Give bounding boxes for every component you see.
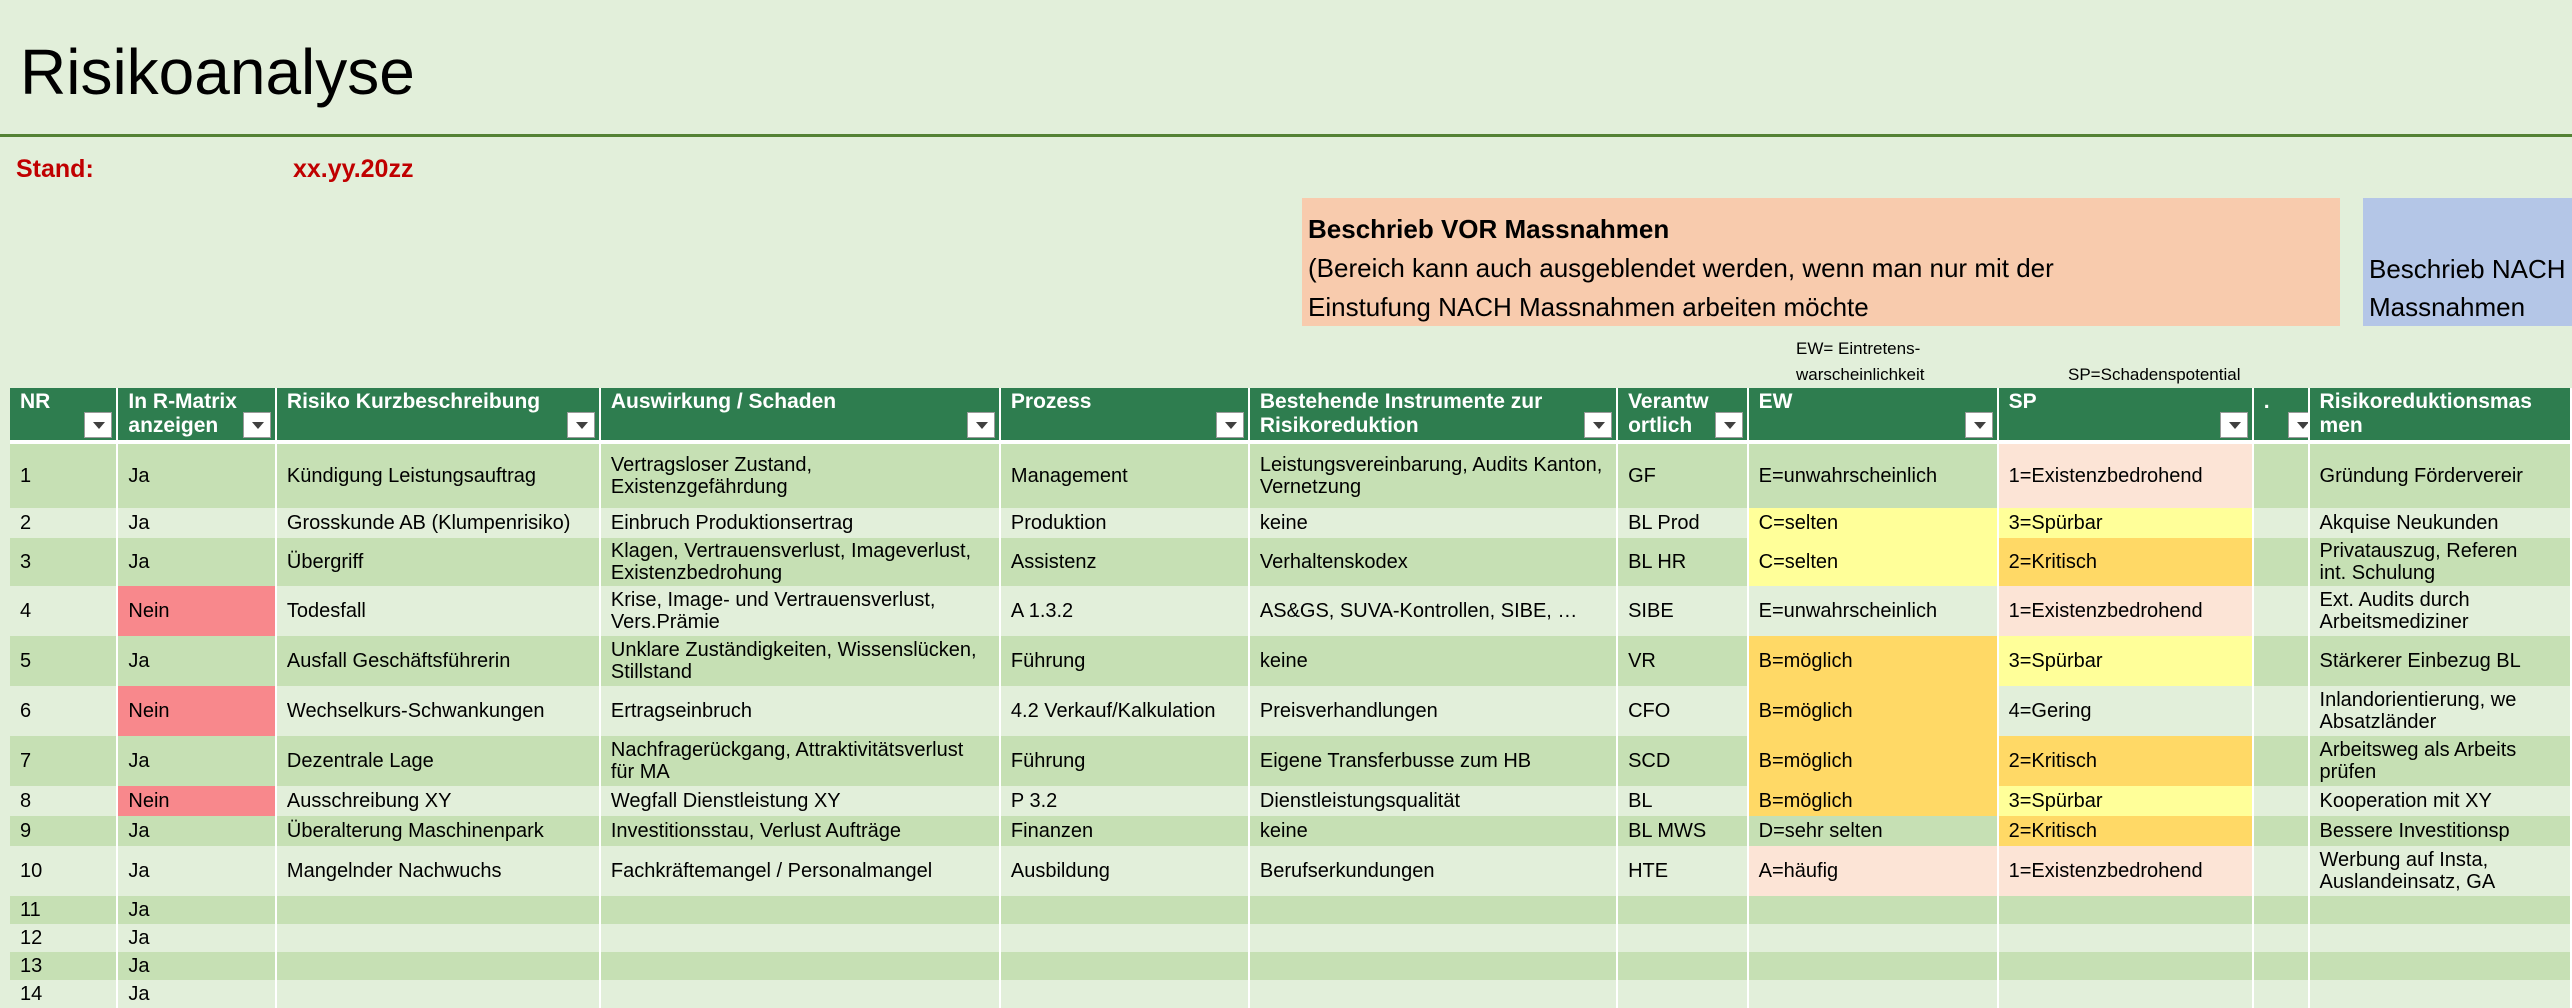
column-header-10 [2309,388,2571,442]
cell-instruments[interactable] [1249,846,1617,896]
cell-measure-line: Bessere Investitionsp [2319,820,2510,842]
column-header-1 [117,388,276,442]
ew-note-line2: warscheinlichkeit [1796,365,1925,384]
cell-risk[interactable]: Wechselkurs-Schwankungen [276,686,600,736]
column-header-label: anzeigen [128,414,219,437]
cell-ew[interactable] [1748,980,1998,1008]
cell-nr[interactable]: 9 [10,816,117,846]
filter-dropdown-icon[interactable] [243,412,271,438]
cell-risk[interactable] [276,952,600,980]
cell-measure[interactable] [2309,538,2571,586]
cell-sp[interactable]: 3=Spürbar [1998,508,2253,538]
risk-table [10,388,2572,1008]
cell-nr[interactable]: 4 [10,586,117,636]
table-row[interactable] [10,816,2571,846]
cell-instruments-line: Verhaltenskodex [1259,551,1408,573]
cell-in-matrix[interactable]: Ja [117,816,276,846]
cell-ew[interactable] [1748,924,1998,952]
section-after-line1: Beschrieb NACH [2369,254,2566,284]
cell-instruments[interactable] [1249,538,1617,586]
cell-measure[interactable] [2309,980,2571,1008]
cell-risk[interactable]: Dezentrale Lage [276,736,600,786]
table-header-row [10,388,2571,442]
sp-note: SP=Schadenspotential [2068,365,2241,384]
column-header-label: In R-Matrix [128,390,237,413]
cell-impact-line: Unklare Zuständigkeiten, Wissenslücken, [610,639,977,661]
cell-in-matrix[interactable]: Ja [117,980,276,1008]
filter-dropdown-icon[interactable] [84,412,112,438]
cell-process[interactable]: Management [1000,442,1249,508]
cell-responsible[interactable]: HTE [1617,846,1748,896]
cell-ew[interactable] [1748,952,1998,980]
cell-ew[interactable]: E=unwahrscheinlich [1748,442,1998,508]
cell-impact[interactable] [600,846,1000,896]
cell-impact-line: Ertragseinbruch [610,700,753,722]
column-header-label: Bestehende Instrumente zur [1259,390,1543,413]
cell-sp[interactable]: 2=Kritisch [1998,736,2253,786]
cell-sp[interactable]: 3=Spürbar [1998,636,2253,686]
cell-nr[interactable]: 7 [10,736,117,786]
column-header-label: Risikoreduktionsmas [2319,390,2532,413]
cell-impact[interactable] [600,816,1000,846]
column-header-6 [1617,388,1748,442]
column-header-3 [600,388,1000,442]
cell-sp[interactable]: 1=Existenzbedrohend [1998,846,2253,896]
section-before-line1: (Bereich kann auch ausgeblendet werden, wenn man nur mit der [1308,253,2054,283]
cell-impact[interactable] [600,636,1000,686]
column-header-label: Prozess [1010,390,1092,413]
cell-process[interactable]: Finanzen [1000,816,1249,846]
table-row[interactable] [10,846,2571,896]
cell-in-matrix[interactable]: Ja [117,924,276,952]
cell-process[interactable]: Assistenz [1000,538,1249,586]
filter-dropdown-icon[interactable] [1584,412,1612,438]
cell-measure[interactable] [2309,686,2571,736]
column-header-label: EW [1758,390,1793,413]
cell-hidden[interactable] [2253,508,2309,538]
cell-ew[interactable]: A=häufig [1748,846,1998,896]
cell-hidden[interactable] [2253,786,2309,816]
cell-instruments-line: Dienstleistungsqualität [1259,790,1461,812]
table-row[interactable] [10,636,2571,686]
cell-ew[interactable]: E=unwahrscheinlich [1748,586,1998,636]
cell-hidden[interactable] [2253,980,2309,1008]
cell-in-matrix[interactable]: Nein [117,686,276,736]
cell-responsible[interactable] [1617,980,1748,1008]
cell-process[interactable]: A 1.3.2 [1000,586,1249,636]
cell-ew[interactable]: B=möglich [1748,686,1998,736]
cell-ew[interactable] [1748,896,1998,924]
cell-measure-line: int. Schulung [2319,562,2436,584]
cell-impact-line: Klagen, Vertrauensverlust, Imageverlust, [610,540,972,562]
cell-measure-line: Stärkerer Einbezug BL [2319,650,2521,672]
table-row[interactable] [10,952,2571,980]
stand-value[interactable]: xx.yy.20zz [293,155,414,183]
cell-sp[interactable] [1998,896,2253,924]
cell-instruments[interactable] [1249,686,1617,736]
section-after-line2: Massnahmen [2369,292,2526,322]
cell-hidden[interactable] [2253,736,2309,786]
cell-instruments[interactable] [1249,816,1617,846]
cell-process[interactable] [1000,952,1249,980]
cell-risk[interactable]: Übergriff [276,538,600,586]
section-after-measures[interactable] [2363,198,2572,326]
table-row[interactable] [10,508,2571,538]
cell-risk[interactable]: Ausschreibung XY [276,786,600,816]
column-header-label: Risiko Kurzbeschreibung [286,390,541,413]
table-row[interactable] [10,538,2571,586]
cell-risk[interactable]: Überalterung Maschinenpark [276,816,600,846]
cell-measure-line: Arbeitsmediziner [2319,611,2469,633]
cell-impact[interactable] [600,896,1000,924]
cell-instruments-line: Eigene Transferbusse zum HB [1259,750,1532,772]
cell-instruments-line: Leistungsvereinbarung, Audits Kanton, [1259,454,1603,476]
cell-measure-line: Gründung Fördervereir [2319,465,2523,487]
cell-process[interactable]: Führung [1000,736,1249,786]
cell-risk[interactable] [276,896,600,924]
ew-note-line1: EW= Eintretens- [1796,339,1921,358]
cell-responsible[interactable]: BL HR [1617,538,1748,586]
cell-instruments-line: AS&GS, SUVA-Kontrollen, SIBE, … [1259,600,1578,622]
column-header-9 [2253,388,2309,442]
cell-hidden[interactable] [2253,538,2309,586]
column-header-label: . [2263,390,2270,413]
cell-ew[interactable]: C=selten [1748,538,1998,586]
cell-measure-line: Ext. Audits durch [2319,589,2470,611]
cell-impact-line: Vertragsloser Zustand, [610,454,813,476]
cell-process[interactable] [1000,896,1249,924]
cell-risk[interactable]: Ausfall Geschäftsführerin [276,636,600,686]
cell-instruments[interactable] [1249,896,1617,924]
cell-sp[interactable]: 2=Kritisch [1998,538,2253,586]
filter-dropdown-icon[interactable] [567,412,595,438]
cell-ew[interactable]: D=sehr selten [1748,816,1998,846]
cell-impact-line: Einbruch Produktionsertrag [610,512,854,534]
cell-responsible[interactable]: BL MWS [1617,816,1748,846]
cell-impact[interactable] [600,952,1000,980]
cell-impact-line: Krise, Image- und Vertrauensverlust, [610,589,936,611]
column-header-label: SP [2008,390,2037,413]
cell-measure-line: prüfen [2319,761,2377,783]
cell-instruments-line: keine [1259,820,1308,842]
cell-instruments-line: Berufserkundungen [1259,860,1435,882]
cell-measure[interactable] [2309,786,2571,816]
cell-responsible[interactable]: BL [1617,786,1748,816]
cell-measure[interactable] [2309,924,2571,952]
cell-hidden[interactable] [2253,924,2309,952]
cell-instruments[interactable] [1249,636,1617,686]
cell-impact-line: Existenzgefährdung [610,476,788,498]
cell-sp[interactable] [1998,924,2253,952]
table-row[interactable] [10,736,2571,786]
cell-responsible[interactable]: SCD [1617,736,1748,786]
cell-nr[interactable]: 14 [10,980,117,1008]
cell-measure-line: Werbung auf Insta, [2319,849,2489,871]
column-header-5 [1249,388,1617,442]
cell-nr[interactable]: 2 [10,508,117,538]
cell-process[interactable]: P 3.2 [1000,786,1249,816]
column-header-7 [1748,388,1998,442]
cell-risk[interactable]: Todesfall [276,586,600,636]
cell-impact-line: Stillstand [610,661,693,683]
cell-nr[interactable]: 3 [10,538,117,586]
cell-in-matrix[interactable]: Ja [117,846,276,896]
cell-impact[interactable] [600,924,1000,952]
filter-dropdown-icon[interactable] [2288,412,2309,438]
cell-sp[interactable] [1998,952,2253,980]
cell-hidden[interactable] [2253,442,2309,508]
cell-impact-line: für MA [610,761,670,783]
column-header-label: Auswirkung / Schaden [610,390,837,413]
cell-impact[interactable] [600,786,1000,816]
cell-process[interactable] [1000,980,1249,1008]
cell-instruments[interactable] [1249,508,1617,538]
cell-nr[interactable]: 10 [10,846,117,896]
cell-sp[interactable]: 1=Existenzbedrohend [1998,442,2253,508]
cell-in-matrix[interactable]: Ja [117,538,276,586]
table-row[interactable] [10,586,2571,636]
filter-dropdown-icon[interactable] [967,412,995,438]
cell-measure[interactable] [2309,508,2571,538]
cell-process[interactable]: Führung [1000,636,1249,686]
cell-nr[interactable]: 11 [10,896,117,924]
cell-nr[interactable]: 8 [10,786,117,816]
cell-measure-line: Kooperation mit XY [2319,790,2492,812]
cell-nr[interactable]: 13 [10,952,117,980]
cell-process[interactable] [1000,924,1249,952]
cell-measure[interactable] [2309,846,2571,896]
cell-process[interactable]: Ausbildung [1000,846,1249,896]
page-title: Risikoanalyse [20,36,415,108]
cell-instruments-line: keine [1259,512,1308,534]
cell-in-matrix[interactable]: Ja [117,736,276,786]
cell-instruments-line: keine [1259,650,1308,672]
table-row[interactable] [10,786,2571,816]
cell-measure[interactable] [2309,736,2571,786]
section-before-measures[interactable] [1302,198,2340,326]
cell-impact-line: Wegfall Dienstleistung XY [610,790,841,812]
cell-impact-line: Investitionsstau, Verlust Aufträge [610,820,902,842]
cell-impact-line: Existenzbedrohung [610,562,783,584]
cell-ew[interactable]: C=selten [1748,508,1998,538]
cell-process[interactable]: 4.2 Verkauf/Kalkulation [1000,686,1249,736]
cell-ew[interactable]: B=möglich [1748,636,1998,686]
cell-risk[interactable]: Mangelnder Nachwuchs [276,846,600,896]
table-row[interactable] [10,924,2571,952]
cell-in-matrix[interactable]: Nein [117,586,276,636]
cell-measure-line: Akquise Neukunden [2319,512,2499,534]
cell-instruments[interactable] [1249,980,1617,1008]
filter-dropdown-icon[interactable] [1216,412,1244,438]
filter-dropdown-icon[interactable] [1965,412,1993,438]
cell-impact-line: Nachfragerückgang, Attraktivitätsverlust [610,739,964,761]
cell-risk[interactable]: Grosskunde AB (Klumpenrisiko) [276,508,600,538]
title-divider [0,134,2572,137]
cell-measure[interactable] [2309,586,2571,636]
column-header-8 [1998,388,2253,442]
cell-impact-line: Fachkräftemangel / Personalmangel [610,860,933,882]
cell-risk[interactable]: Kündigung Leistungsauftrag [276,442,600,508]
cell-impact[interactable] [600,508,1000,538]
column-header-label: NR [20,390,51,413]
column-header-4 [1000,388,1249,442]
cell-instruments[interactable] [1249,586,1617,636]
column-header-label: men [2319,414,2363,437]
cell-impact-line: Vers.Prämie [610,611,720,633]
cell-hidden[interactable] [2253,952,2309,980]
cell-hidden[interactable] [2253,816,2309,846]
cell-measure-line: Auslandeinsatz, GA [2319,871,2496,893]
cell-risk[interactable] [276,924,600,952]
cell-responsible[interactable]: SIBE [1617,586,1748,636]
cell-instruments[interactable] [1249,736,1617,786]
cell-in-matrix[interactable]: Ja [117,952,276,980]
cell-nr[interactable]: 5 [10,636,117,686]
cell-impact[interactable] [600,442,1000,508]
cell-sp[interactable]: 2=Kritisch [1998,816,2253,846]
cell-instruments[interactable] [1249,952,1617,980]
cell-nr[interactable]: 1 [10,442,117,508]
cell-sp[interactable]: 3=Spürbar [1998,786,2253,816]
cell-in-matrix[interactable]: Ja [117,442,276,508]
cell-impact[interactable] [600,538,1000,586]
table-row[interactable] [10,442,2571,508]
cell-responsible[interactable]: GF [1617,442,1748,508]
table-row[interactable] [10,980,2571,1008]
cell-measure-line: Inlandorientierung, we [2319,689,2517,711]
cell-risk[interactable] [276,980,600,1008]
column-header-label: Verantw [1628,390,1709,413]
cell-instruments[interactable] [1249,924,1617,952]
cell-hidden[interactable] [2253,686,2309,736]
cell-in-matrix[interactable]: Ja [117,508,276,538]
cell-impact[interactable] [600,586,1000,636]
cell-measure[interactable] [2309,816,2571,846]
cell-ew[interactable]: B=möglich [1748,736,1998,786]
cell-instruments[interactable] [1249,786,1617,816]
cell-responsible[interactable] [1617,924,1748,952]
cell-sp[interactable] [1998,980,2253,1008]
cell-responsible[interactable]: BL Prod [1617,508,1748,538]
cell-process[interactable]: Produktion [1000,508,1249,538]
cell-measure[interactable] [2309,952,2571,980]
column-header-label: ortlich [1628,414,1693,437]
cell-nr[interactable]: 12 [10,924,117,952]
cell-measure[interactable] [2309,636,2571,686]
column-header-2 [276,388,600,442]
cell-hidden[interactable] [2253,636,2309,686]
cell-ew[interactable]: B=möglich [1748,786,1998,816]
column-header-label: Risikoreduktion [1259,414,1419,437]
cell-responsible[interactable] [1617,952,1748,980]
cell-impact[interactable] [600,736,1000,786]
cell-in-matrix[interactable]: Nein [117,786,276,816]
cell-measure-line: Arbeitsweg als Arbeits [2319,739,2517,761]
filter-dropdown-icon[interactable] [1715,412,1743,438]
filter-dropdown-icon[interactable] [2220,412,2248,438]
cell-nr[interactable]: 6 [10,686,117,736]
cell-hidden[interactable] [2253,846,2309,896]
section-before-line2: Einstufung NACH Massnahmen arbeiten möchte [1308,292,1869,322]
cell-impact[interactable] [600,686,1000,736]
cell-instruments-line: Vernetzung [1259,476,1362,498]
cell-responsible[interactable]: CFO [1617,686,1748,736]
column-header-0 [10,388,117,442]
cell-measure-line: Privatauszug, Referen [2319,540,2518,562]
table-row[interactable] [10,896,2571,924]
cell-hidden[interactable] [2253,586,2309,636]
cell-in-matrix[interactable]: Ja [117,636,276,686]
cell-sp[interactable]: 4=Gering [1998,686,2253,736]
cell-instruments[interactable] [1249,442,1617,508]
cell-measure[interactable] [2309,896,2571,924]
cell-hidden[interactable] [2253,896,2309,924]
cell-instruments-line: Preisverhandlungen [1259,700,1438,722]
section-before-title: Beschrieb VOR Massnahmen [1308,214,1670,244]
cell-measure[interactable] [2309,442,2571,508]
cell-responsible[interactable] [1617,896,1748,924]
cell-responsible[interactable]: VR [1617,636,1748,686]
table-row[interactable] [10,686,2571,736]
cell-impact[interactable] [600,980,1000,1008]
cell-in-matrix[interactable]: Ja [117,896,276,924]
cell-measure-line: Absatzländer [2319,711,2437,733]
stand-label: Stand: [16,155,94,183]
cell-sp[interactable]: 1=Existenzbedrohend [1998,586,2253,636]
